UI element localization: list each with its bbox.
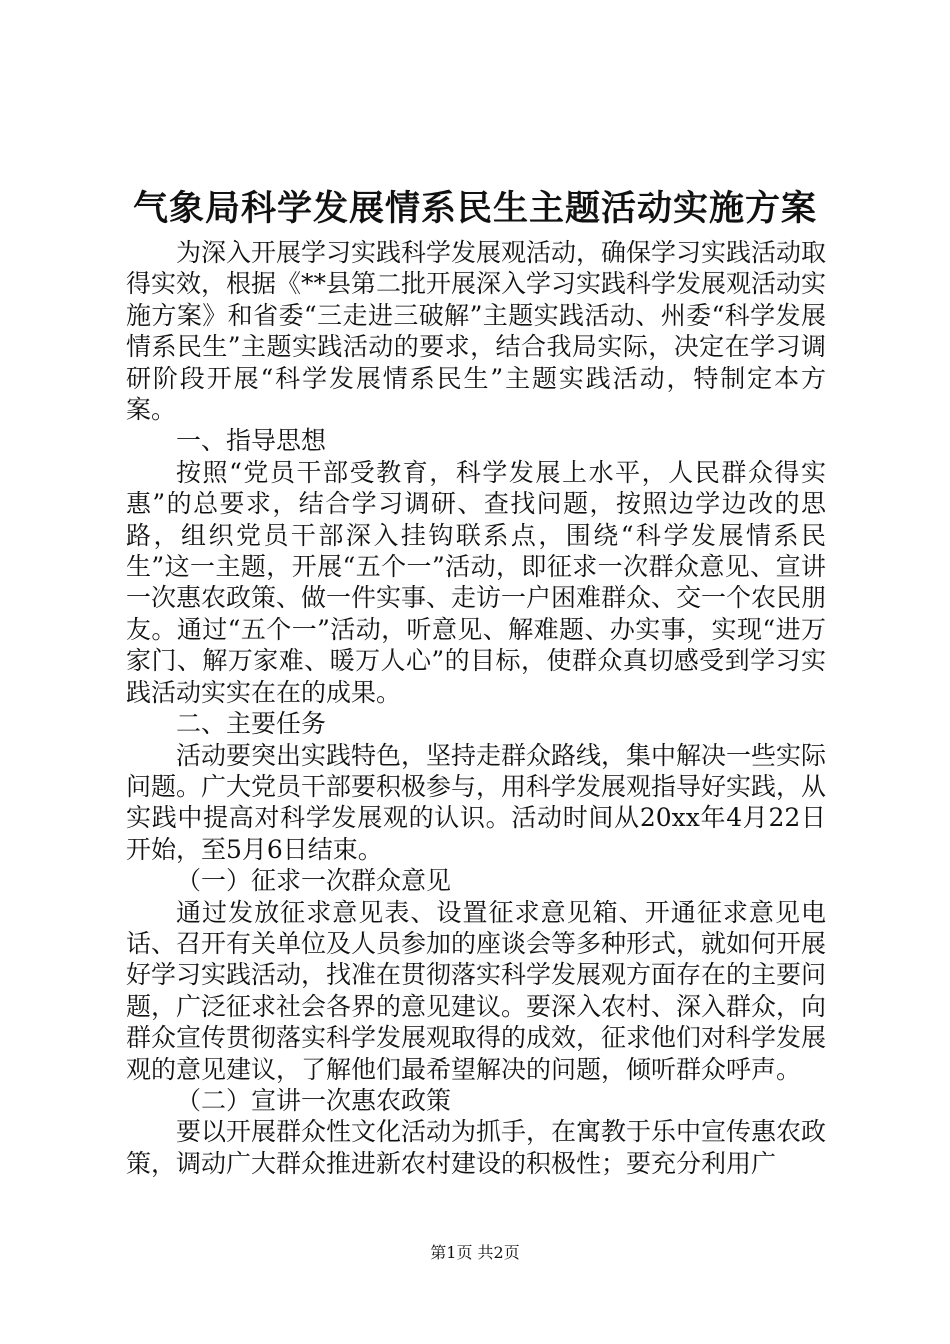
guiding-ideology-paragraph: 按照“党员干部受教育，科学发展上水平，人民群众得实惠”的总要求，结合学习调研、查找问题，按照边学边改的思路，组织党员干部深入挂钩联系点，围绕“科学发展情系民生”这一主题，开展“五个一”活动，即征求一次群众意见、宣讲一次惠农政策、做一件实事、走访一户困难群众、交一个农民朋友。通过“五个一”活动，听意见、解难题、办实事，实现“进万家门、解万家难、暖万人心”的目标，使群众真切感受到学习实践活动实实在在的成果。 (126, 457, 827, 707)
main-tasks-paragraph: 活动要突出实践特色，坚持走群众路线，集中解决一些实际问题。广大党员干部要积极参与，用科学发展观指导好实践，从实践中提高对科学发展观的认识。活动时间从20xx年4月22日开始，至5月6日结束。 (126, 740, 827, 864)
document-title: 气象局科学发展情系民生主题活动实施方案 (132, 188, 817, 229)
section-heading-main-tasks: 二、主要任务 (176, 709, 327, 739)
page-number-footer: 第1页 共2页 (430, 1243, 520, 1262)
subsection-heading-policy-lecture: （二）宣讲一次惠农政策 (176, 1085, 452, 1115)
document-body (126, 237, 826, 1179)
subsection-heading-solicit-opinions: （一）征求一次群众意见 (176, 866, 452, 896)
section-heading-guiding-ideology: 一、指导思想 (176, 426, 327, 456)
policy-lecture-paragraph: 要以开展群众性文化活动为抓手，在寓教于乐中宣传惠农政策，调动广大群众推进新农村建设的积极性；要充分利用广 (126, 1117, 827, 1178)
solicit-opinions-paragraph: 通过发放征求意见表、设置征求意见箱、开通征求意见电话、召开有关单位及人员参加的座谈会等多种形式，就如何开展好学习实践活动，找准在贯彻落实科学发展观方面存在的主要问题，广泛征求社会各界的意见建议。要深入农村、深入群众，向群众宣传贯彻落实科学发展观取得的成效，征求他们对科学发展观的意见建议，了解他们最希望解决的问题，倾听群众呼声。 (126, 897, 827, 1084)
intro-paragraph: 为深入开展学习实践科学发展观活动，确保学习实践活动取得实效，根据《**县第二批开展深入学习实践科学发展观活动实施方案》和省委“三走进三破解”主题实践活动、州委“科学发展情系民生”主题实践活动的要求，结合我局实际，决定在学习调研阶段开展“科学发展情系民生”主题实践活动，特制定本方案。 (126, 238, 827, 425)
